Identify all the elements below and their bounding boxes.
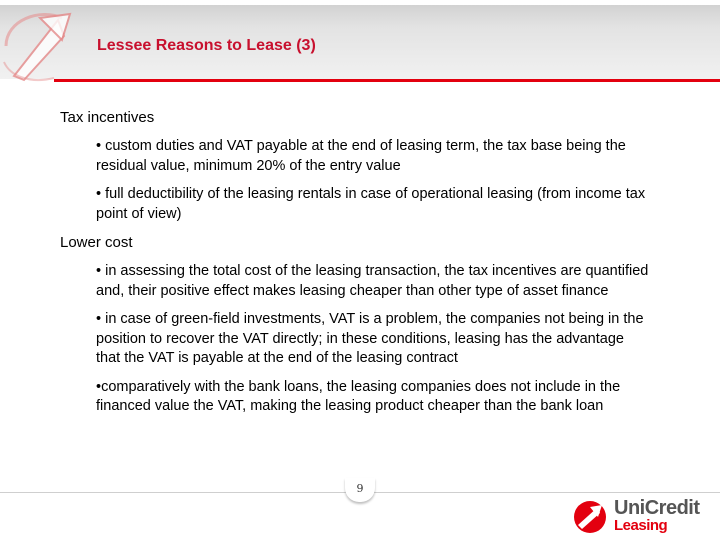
bullet-item: • in assessing the total cost of the leasing transaction, the tax incentives are quantified and, their positive effect makes leasing cheaper than other type of asset finance bbox=[96, 263, 649, 299]
section-heading-lower-cost: Lower cost bbox=[60, 234, 133, 251]
page-number: 9 bbox=[345, 478, 375, 502]
slide-content bbox=[60, 108, 650, 417]
header-divider bbox=[54, 79, 720, 82]
brand-name: UniCredit bbox=[614, 497, 700, 519]
brand-subtitle: Leasing bbox=[614, 517, 668, 534]
unicredit-emblem-icon bbox=[572, 499, 608, 535]
section-heading-tax-incentives: Tax incentives bbox=[60, 109, 155, 126]
arrow-swoosh-logo-icon bbox=[0, 6, 82, 82]
page-title: Lessee Reasons to Lease (3) bbox=[97, 37, 316, 54]
brand-logo bbox=[572, 496, 700, 536]
bullet-item: •comparatively with the bank loans, the leasing companies does not include in the financed value the VAT, making the leasing product cheaper than the bank loan bbox=[96, 378, 621, 414]
bullet-item: • custom duties and VAT payable at the end of leasing term, the tax base being the residual value, minimum 20% of the entry value bbox=[96, 138, 626, 174]
bullet-item: • in case of green-field investments, VAT is a problem, the companies not being in the position to recover the VAT directly; in these conditions, leasing has the advantage that the VAT is payable at the end of the leasing contract bbox=[96, 311, 644, 366]
bullet-item: • full deductibility of the leasing rentals in case of operational leasing (from income tax point of view) bbox=[96, 186, 646, 222]
